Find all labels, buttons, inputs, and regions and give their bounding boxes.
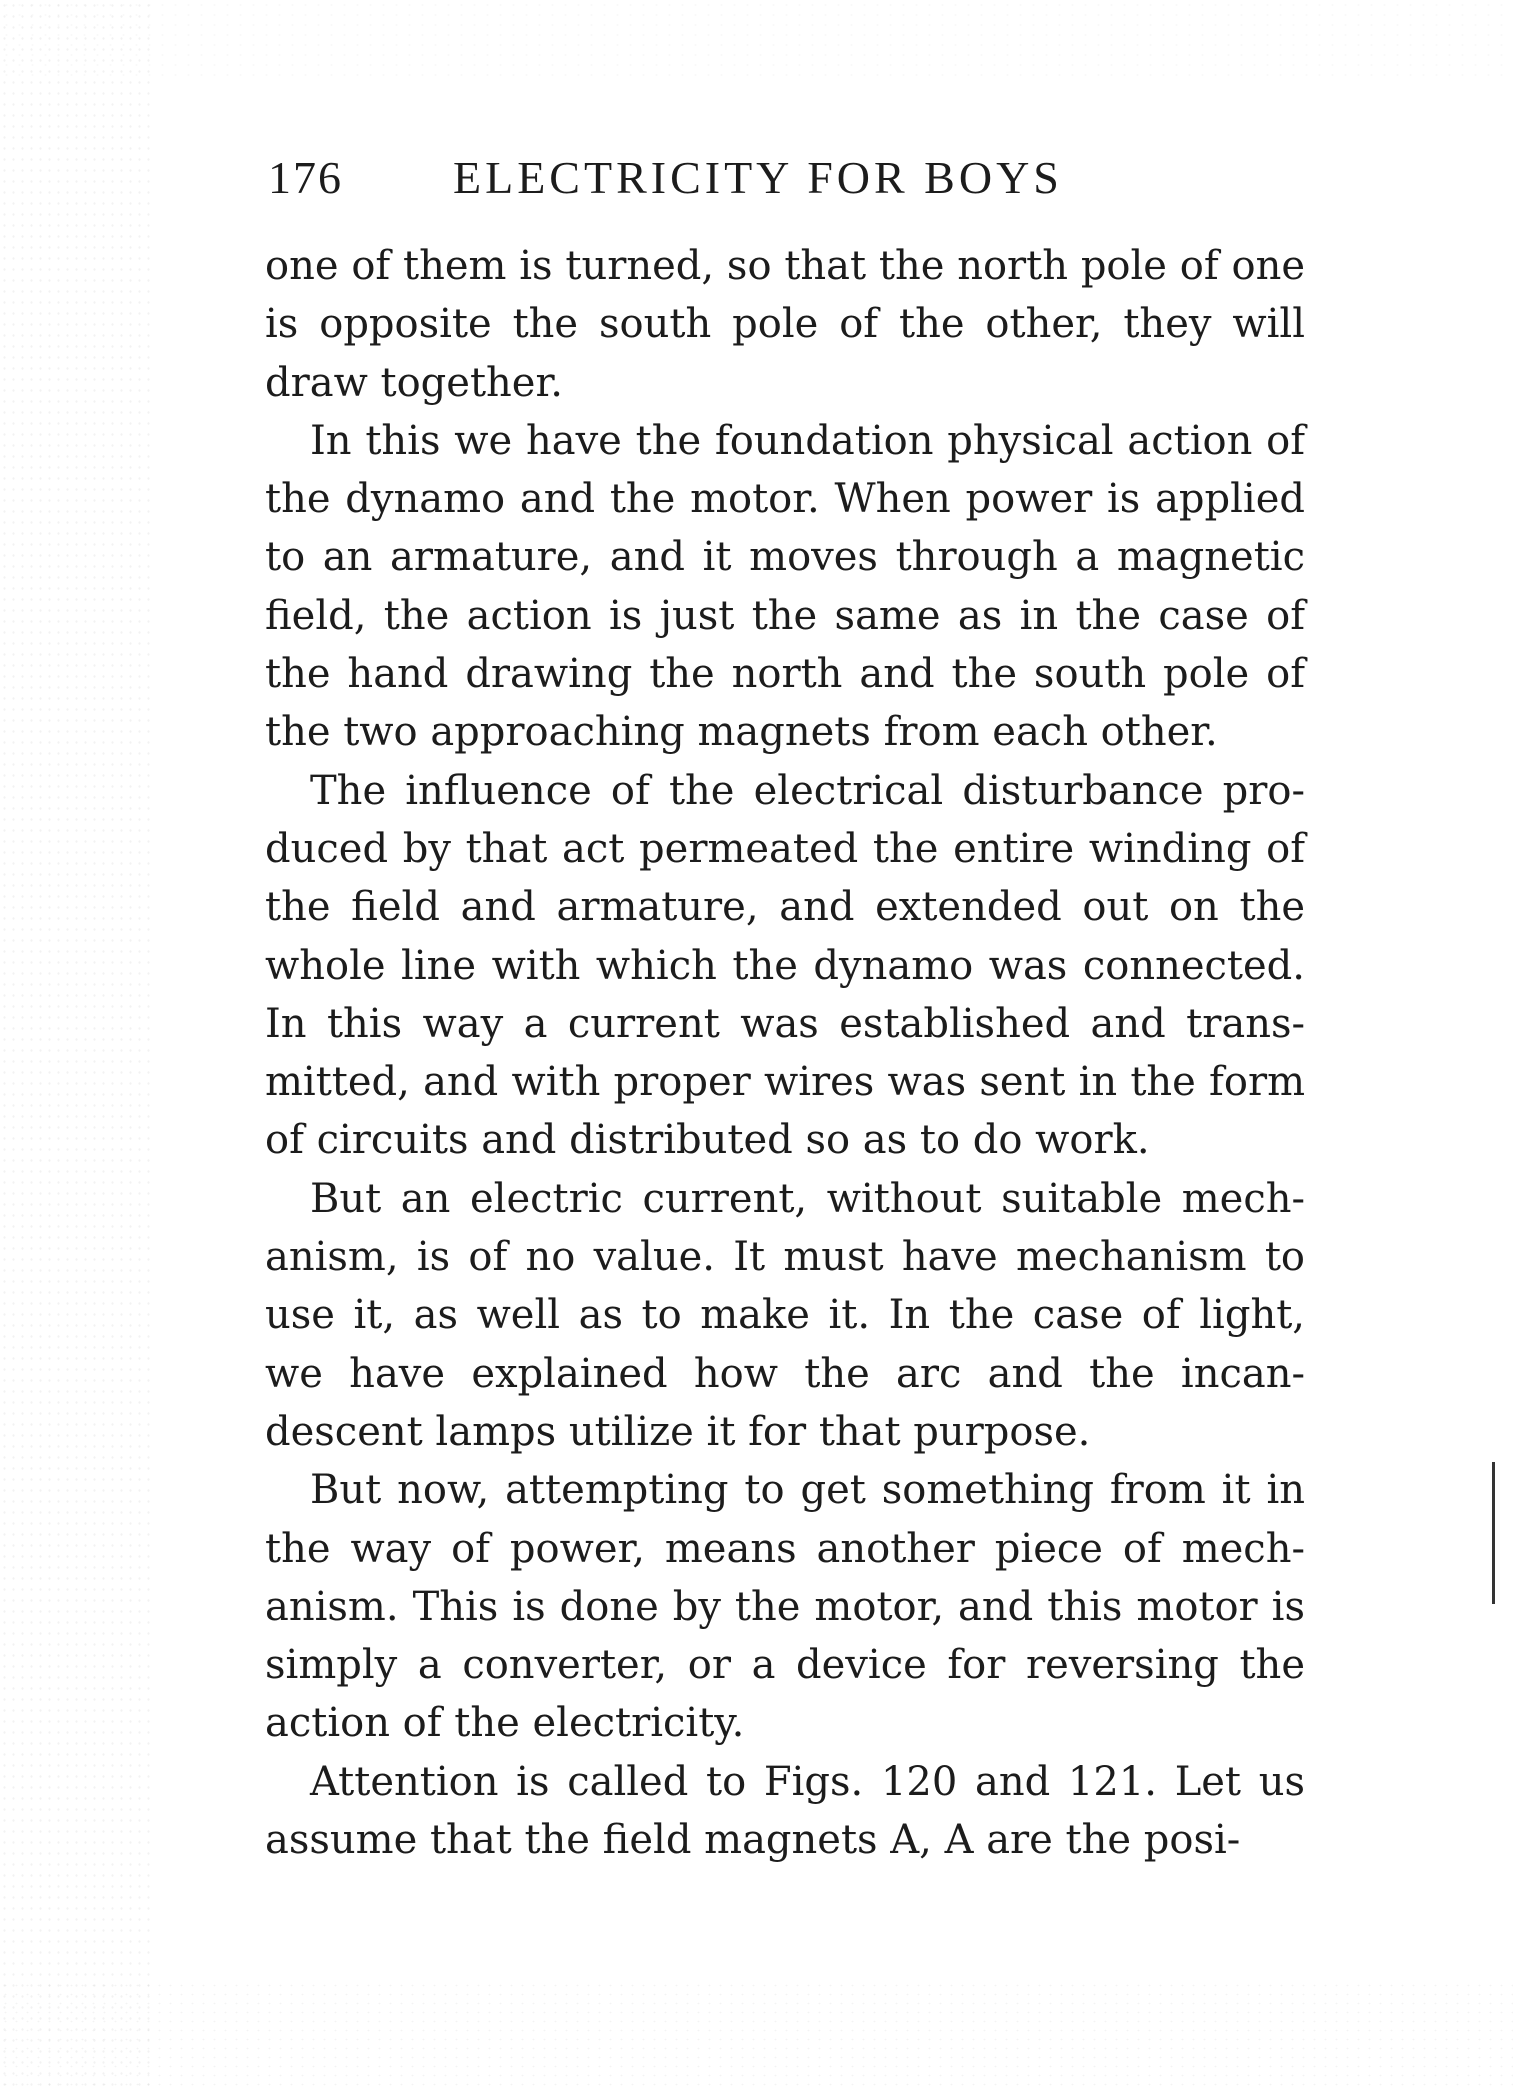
page-header: [268, 148, 1308, 208]
paragraph-5: But now, attempting to get something from it in the way of power, means another piece of mechanism. This is done by the motor, and this motor is simply a converter, or a device for reversing the action of the electricity.: [265, 1467, 1305, 1747]
paragraph-2: In this we have the foundation physical action of the dynamo and the motor. When power is applied to an armature, and it moves through a magnetic field, the action is just the same as in the case of the hand drawing the north and the south pole of the two approaching magnets from each other.: [265, 417, 1305, 756]
paragraph-6: Attention is called to Figs. 120 and 121. Let us assume that the field magnets A, A are the posi-: [265, 1758, 1305, 1864]
paragraph-4: But an electric current, without suitable mechanism, is of no value. It must have mechanism to use it, as well as to make it. In the case of light, we have explained how the arc and the incandescent lamps utilize it for that purpose.: [265, 1175, 1305, 1455]
margin-scan-mark: [1492, 1462, 1495, 1604]
running-title: ELECTRICITY FOR BOYS: [453, 152, 1063, 203]
scan-noise-left: [0, 0, 150, 2091]
paragraph-3: The influence of the electrical disturbance produced by that act permeated the entire winding of the field and armature, and extended out on the whole line with which the dynamo was connected. In this way a current was established and transmitted, and with proper wires was sent in the form of circuits and distributed so as to do work.: [265, 767, 1305, 1164]
scan-noise-top: [0, 0, 1513, 80]
paragraph-1: one of them is turned, so that the north pole of one is opposite the south pole of the other, they will draw together.: [265, 243, 1305, 406]
scan-noise-bottom: [0, 1981, 1513, 2091]
body-text: [265, 237, 1305, 1869]
page-number: 176: [268, 152, 343, 203]
